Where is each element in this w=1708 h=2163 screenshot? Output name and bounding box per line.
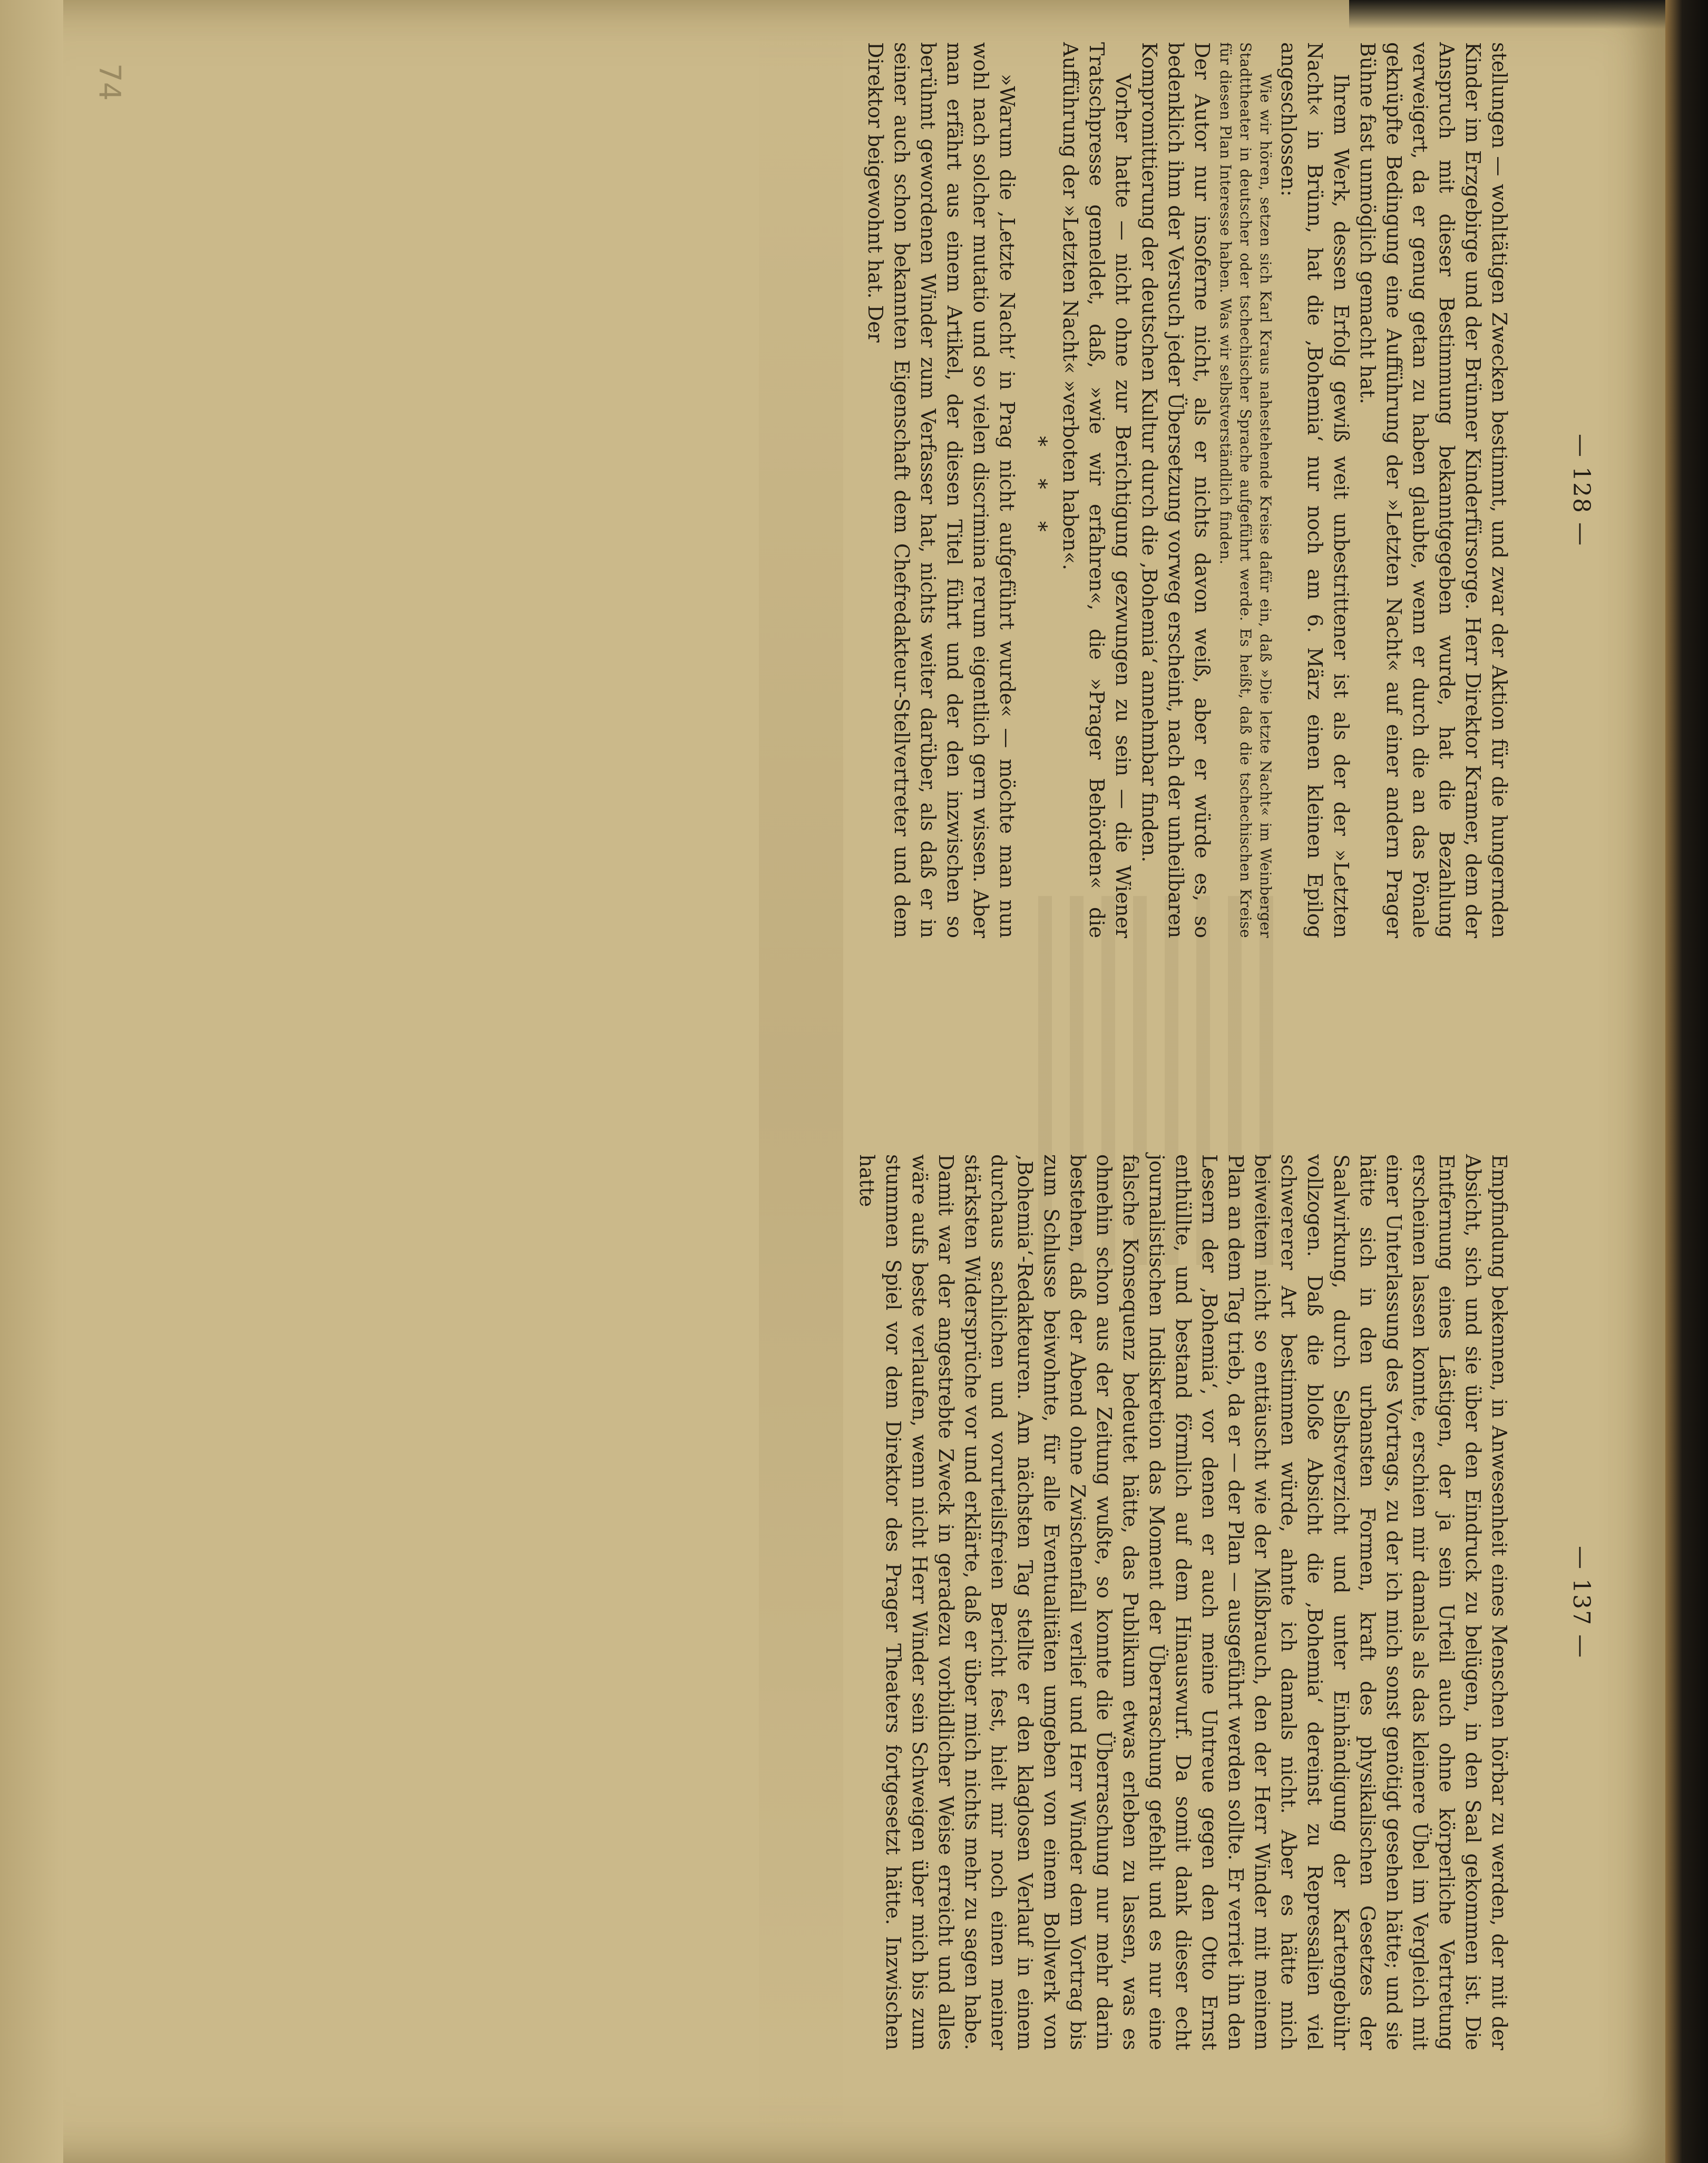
page-body xyxy=(855,1154,1512,2050)
paragraph: Vorher hatte — nicht ohne zur Berichtigung gezwungen zu sein — die Wiener Tratschpresse gemeldet, daß, »wie wir erfahren«, die »Prager Behörden« die Aufführung der »Letzten Nacht« »verboten haben«. xyxy=(1059,42,1135,938)
paragraph: Der Autor nur insoferne nicht, als er nichts davon weiß, aber er würde es, so bedenklich ihm der Versuch jeder Übersetzung vorweg erscheint, nach der unheilbaren Kompromittierung der deutschen Kultur durch die ‚Bohemia‘ annehmbar finden. xyxy=(1138,42,1214,938)
book-cover-edge xyxy=(1665,0,1708,2163)
paragraph: stellungen — wohltätigen Zwecken bestimmt, und zwar der Aktion für die hungernden Kinder im Erzgebirge und der Brünner Kinderfürsorge. Herr Direktor Kramer, dem der Anspruch mit dieser Bestimmung bekanntgegeben wurde, hat die Bezahlung verweigert, da er genug getan zu haben glaubte, wenn er durch die an das Pönale geknüpfte Bedingung eine Aufführung der »Letzten Nacht« auf einer andern Prager Bühne fast unmöglich gemacht hat. xyxy=(1356,42,1511,938)
pencil-note: 74 xyxy=(92,63,126,101)
paragraph: »Warum die ‚Letzte Nacht‘ in Prag nicht aufgeführt wurde« — möchte man nun wohl nach solcher mutatio und so vielen discrimina rerum eigentlich gern wissen. Aber man erfährt aus einem Artikel, der diesen Titel führt und der den inzwischen so berühmt gewordenen Winder zum Verfasser hat, nichts weiter darüber, als daß er in seiner auch schon bekannten Eigenschaft dem Chefredakteur-Stellvertreter und dem Direktor beigewohnt hat. Der xyxy=(864,42,1019,938)
page-128 xyxy=(864,21,1607,959)
page-number: — 137 — xyxy=(1568,1546,1595,1659)
page-edge xyxy=(0,0,63,2163)
paragraph: Empfindung bekennen, in Anwesenheit eines Menschen hörbar zu werden, der mit der Absicht, sich und sie über den Eindruck zu belügen, in den Saal gekommen ist. Die Entfernung eines Lästigen, der ja sein Urteil auch ohne körperliche Vertretung erscheinen lassen konnte, erschien mir damals als das kleinere Übel im Vergleich mit einer Unterlassung des Vortrags, zu der ich mich sonst genötigt gesehen hätte; und sie hätte sich in den urbansten Formen, kraft des physikalischen Gesetzes der Saalwirkung, durch Selbstverzicht und unter Einhändigung der Kartengebühr vollzogen. Daß die bloße Absicht die ‚Bohemia‘ dereinst zu Repressalien viel schwererer Art bestimmen würde, ahnte ich damals nicht. Aber es hätte mich beiweitem nicht so enttäuscht wie der Mißbrauch, den der Herr Winder mit meinem Plan an dem Tag trieb, da er — der Plan — ausgeführt werden sollte. Er verriet ihn den Lesern der ‚Bohemia‘, vor denen er auch meine Untreue gegen den Otto Ernst enthüllte, und bestand förmlich auf dem Hinauswurf. Da somit dank dieser echt journalistischen Indiskretion das Moment der Überraschung gefehlt und es nur eine falsche Konsequenz bedeutet hätte, das Publikum etwas erleben zu lassen, was es ohnehin schon aus der Zeitung wußte, so konnte die Überraschung nur mehr darin bestehen, daß der Abend ohne Zwischenfall verlief und Herr Winder dem Vortrag bis zum Schlusse beiwohnte, für alle Eventualitäten umgeben von einem Bollwerk von ‚Bohemia‘-Redakteuren. Am nächsten Tag stellte er den klaglosen Verlauf in einem durchaus sachlichen und vorurteilsfreien Bericht fest, hielt mir noch einen meiner stärksten Widersprüche vor und erklärte, daß er über mich nichts mehr zu sagen habe. Damit war der angestrebte Zweck in geradezu vorbildlicher Weise erreicht und alles wäre aufs beste verlaufen, wenn nicht Herr Winder sein Schweigen über mich bis zum stummen Spiel vor dem Direktor des Prager Theaters fortgesetzt hätte. Inzwischen hatte xyxy=(855,1154,1511,2050)
section-break: * * * xyxy=(1027,436,1051,544)
page-137 xyxy=(855,1133,1607,2071)
book-gutter xyxy=(759,0,843,2163)
paragraph: Ihrem Werk, dessen Erfolg gewiß weit unbestrittener ist als der der »Letzten Nacht« in Brünn, hat die ‚Bohemia‘ nur noch am 6. März einen kleinen Epilog angeschlossen: xyxy=(1277,42,1353,938)
page-body xyxy=(864,42,1512,938)
page-number: — 128 — xyxy=(1568,434,1595,547)
quoted-paragraph: Wie wir hören, setzen sich Karl Kraus nahestehende Kreise dafür ein, daß »Die letzte Nacht« im Weinberger Stadttheater in deutscher oder tschechischer Sprache aufgeführt werde. Es heißt, daß die tschechischen Kreise für diesen Plan Interesse haben. Was wir selbstverständlich finden. xyxy=(1217,42,1274,938)
